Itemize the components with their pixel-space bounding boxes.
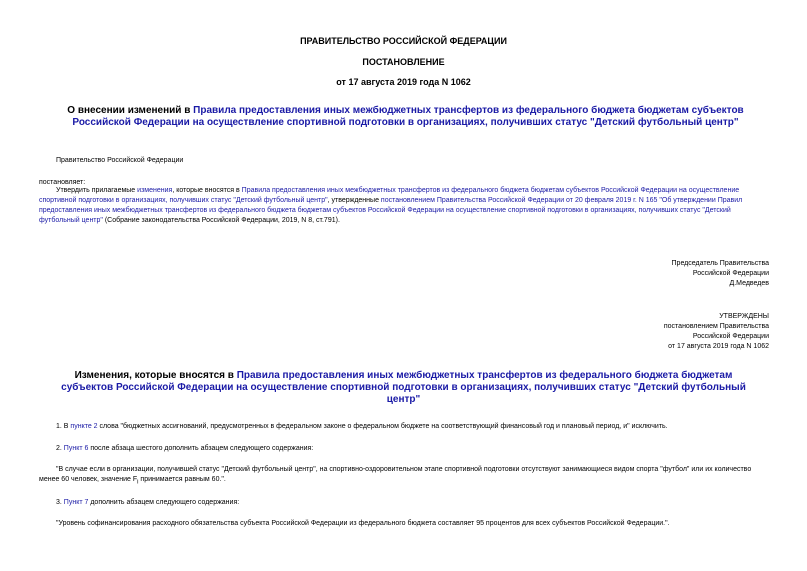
signature-line-1: Председатель Правительства	[671, 260, 769, 267]
item-2-quote-end: принимается равным 60.".	[138, 476, 226, 483]
changes-link[interactable]: изменения	[137, 187, 173, 194]
change-item-2	[56, 444, 771, 454]
document-title	[38, 105, 773, 129]
item-3-quote: "Уровень софинансирования расходного обязательства субъекта Российской Федерации из федерального бюджета составляет 95 процентов для всех субъектов Российской Федерации.".	[56, 520, 670, 527]
signature-name: Д.Медведев	[729, 280, 769, 287]
item-2-quote-text: "В случае если в организации, получившей статус "Детский футбольный центр", на спортивно-оздоровительном этапе спортивной подготовки отсутствуют занимающиеся видом спорта "футбол" или их количество менее 60 человек, значение F	[39, 466, 752, 483]
change-item-3	[56, 498, 771, 508]
resolution-165-link[interactable]: постановлением Правительства Российской Федерации от 20 февраля 2019 г. N 165 "Об утверждении Правил предоставления иных межбюджетных трансфертов из федерального бюджета бюджетам субъектов Российской Федерации на осуществление спортивной подготовки в организациях, получивших статус "Детский футбольный центр"	[39, 197, 743, 224]
rules-link[interactable]: Правила предоставления иных межбюджетных трансфертов из федерального бюджета бюджетам субъектов Российской Федерации на осуществление спортивной подготовки в организациях, получивших статус "Детский футбольный центр"	[39, 187, 740, 204]
item-3-number: 3.	[56, 499, 64, 506]
document-type: ПОСТАНОВЛЕНИЕ	[362, 57, 445, 67]
title-rules-link[interactable]: Правила предоставления иных межбюджетных трансфертов из федерального бюджета бюджетам субъектов Российской Федерации на осуществление спортивной подготовки в организациях, получивших статус "Детский футбольный центр"	[72, 105, 744, 128]
preamble-text-start: Утвердить прилагаемые	[56, 187, 138, 194]
item-1-number: 1. В	[56, 423, 71, 430]
item-1-text: слова "бюджетных ассигнований, предусмотренных в федеральном законе о федеральном бюджете на соответствующий финансовый год и плановый период, и" исключить.	[97, 423, 668, 430]
document-date-number: от 17 августа 2019 года N 1062	[336, 77, 471, 87]
item-2-quote	[39, 465, 771, 487]
approved-block	[664, 312, 769, 352]
changes-title-rules-link[interactable]: Правила предоставления иных межбюджетных трансфертов из федерального бюджета бюджетам субъектов Российской Федерации на осуществление спортивной подготовки в организациях, получивших статус "Детский футбольный центр"	[61, 370, 746, 405]
signature-block	[672, 259, 769, 289]
preamble-text-mid1: , которые вносятся в	[172, 187, 242, 194]
government-name: ПРАВИТЕЛЬСТВО РОССИЙСКОЙ ФЕДЕРАЦИИ	[300, 36, 507, 46]
title-prefix: О внесении изменений в	[67, 105, 194, 116]
item-2-point-6-link[interactable]: Пункт 6	[63, 445, 89, 452]
preamble-decides: постановляет:	[39, 179, 86, 186]
item-3-point-7-link[interactable]: Пункт 7	[63, 499, 89, 506]
changes-title	[50, 370, 757, 406]
change-item-1	[56, 422, 771, 432]
approved-line-2: постановлением Правительства	[663, 323, 769, 330]
item-3-text: дополнить абзацем следующего содержания:	[88, 499, 240, 506]
approved-line-3: Российской Федерации	[692, 333, 769, 340]
item-2-number: 2.	[56, 445, 64, 452]
approved-line-1: УТВЕРЖДЕНЫ	[719, 313, 769, 320]
preamble-government: Правительство Российской Федерации	[56, 157, 184, 164]
item-1-point-2-link[interactable]: пункте 2	[70, 423, 98, 430]
item-2-quote-subscript: i	[137, 479, 139, 486]
preamble-text-mid2: , утвержденные	[327, 197, 381, 204]
preamble-paragraph	[39, 186, 769, 226]
item-2-text: после абзаца шестого дополнить абзацем следующего содержания:	[88, 445, 314, 452]
signature-line-2: Российской Федерации	[692, 270, 769, 277]
changes-title-prefix: Изменения, которые вносятся в	[74, 370, 237, 381]
preamble-text-end: (Собрание законодательства Российской Федерации, 2019, N 8, ст.791).	[102, 217, 340, 224]
approved-line-4: от 17 августа 2019 года N 1062	[668, 343, 769, 350]
